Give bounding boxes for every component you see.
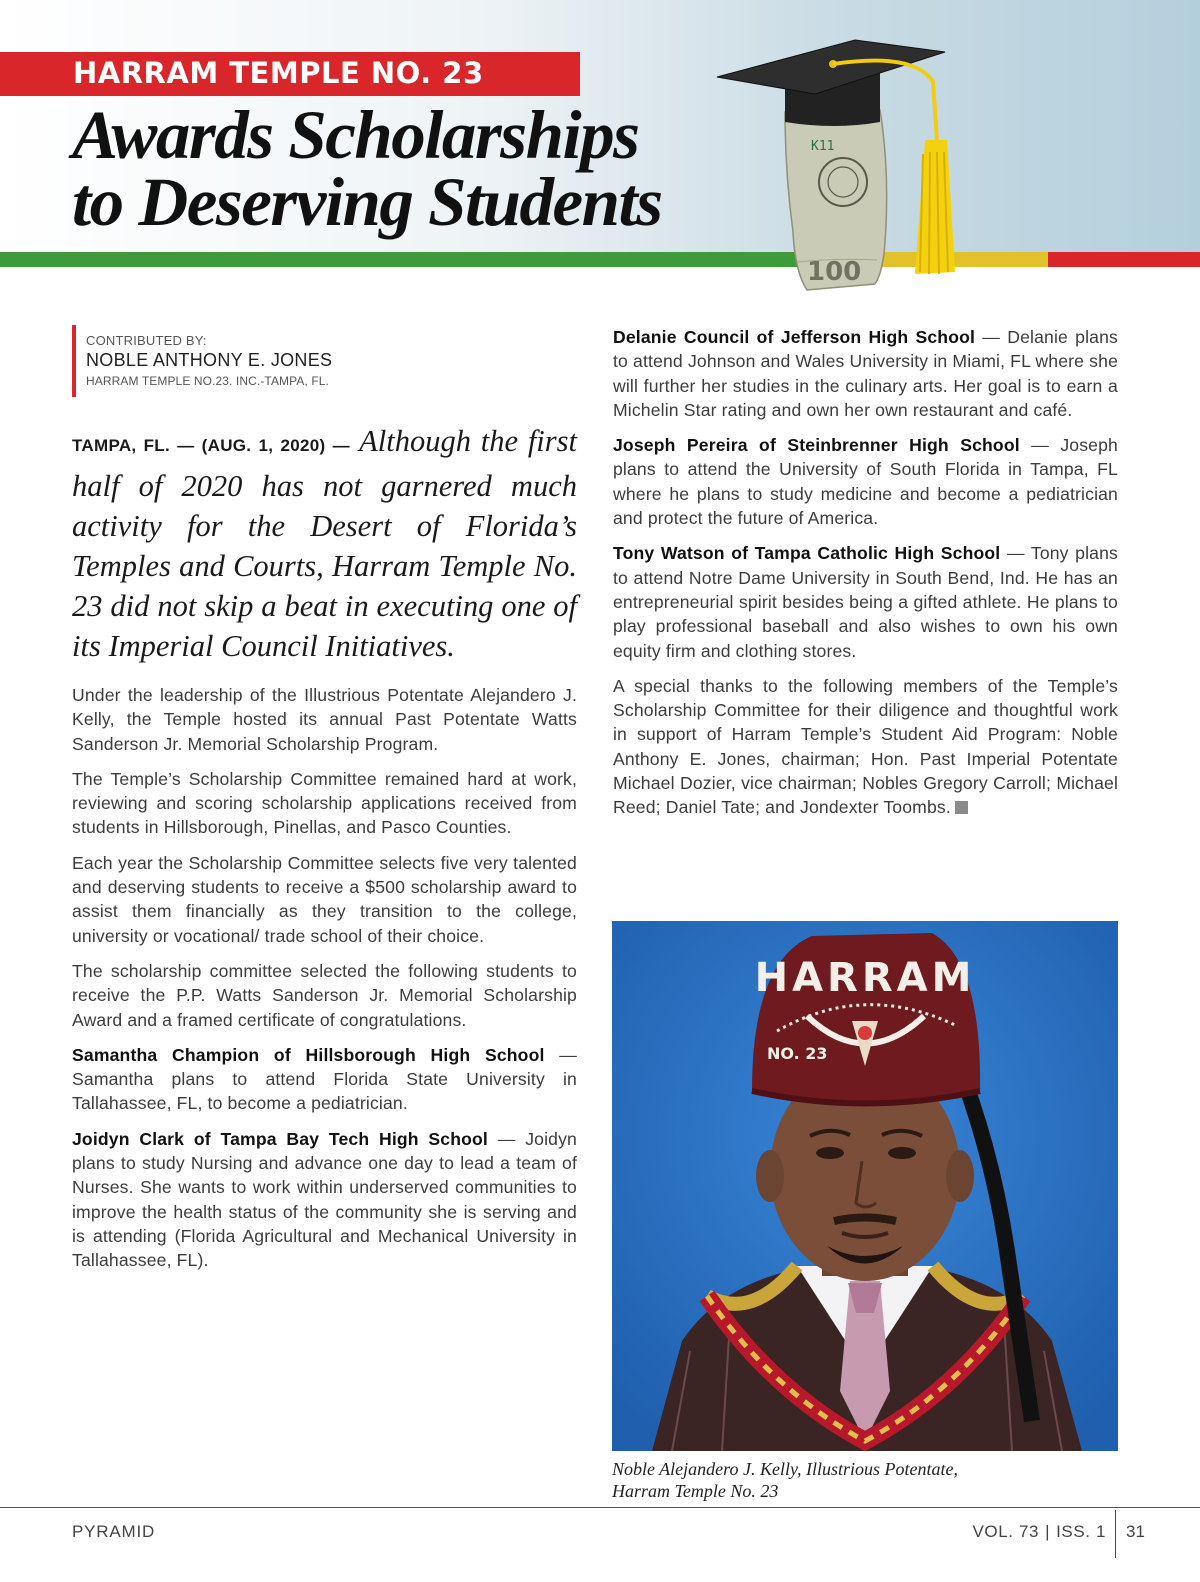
student-description: — Delanie plans to attend Johnson and Wales University in Miami, FL where she will further her studies in the culinary arts. Her goal is to earn a Michelin Star rating and own her own restaurant and café. — [613, 327, 1118, 420]
end-of-article-mark — [955, 801, 968, 814]
left-column — [72, 683, 577, 1284]
caption-line-1: Noble Alejandero J. Kelly, Illustrious Potentate, — [612, 1459, 958, 1479]
byline-label: CONTRIBUTED BY: — [86, 333, 207, 348]
byline — [72, 325, 492, 397]
student-description: — Tony plans to attend Notre Dame University in South Bend, Ind. He has an entrepreneurial spirit besides being a gifted athlete. He plans to play professional baseball and also wishes to own his own equity firm and clothing stores. — [613, 543, 1118, 661]
student-entry — [613, 325, 1118, 422]
right-column — [613, 325, 1118, 831]
student-name: Joidyn Clark of Tampa Bay Tech High School — [72, 1128, 488, 1149]
student-entry — [613, 541, 1118, 662]
bill-serial: K11 — [811, 139, 835, 154]
publication-name: PYRAMID — [72, 1522, 156, 1541]
portrait-illustration — [612, 921, 1118, 1451]
lead-paragraph — [72, 421, 577, 666]
graduation-cap-illustration — [715, 22, 960, 302]
page-divider — [1115, 1510, 1116, 1558]
student-name: Tony Watson of Tampa Catholic High School — [613, 543, 1001, 564]
potentate-photo — [612, 921, 1118, 1451]
student-name: Delanie Council of Jefferson High School — [613, 327, 976, 347]
headline — [72, 97, 752, 240]
caption-line-2: Harram Temple No. 23 — [612, 1481, 779, 1501]
headline-line-2: to Deserving Students — [72, 164, 662, 240]
bill-value: 100 — [807, 257, 862, 287]
student-description: — Joseph plans to attend the University of South Florida in Tampa, FL where he plans to study medicine and become a pediatrician and protect the future of America. — [613, 435, 1118, 529]
page-number: 31 — [1126, 1522, 1145, 1541]
thanks-paragraph — [613, 674, 1118, 820]
student-name: Joseph Pereira of Steinbrenner High School — [613, 435, 1020, 456]
body-paragraph: Each year the Scholarship Committee selects five very talented and deserving students to receive a $500 scholarship award to assist them financially as they transition to the college, university or vocational/ trade school of their choice. — [72, 852, 577, 946]
student-entry — [72, 1127, 577, 1273]
student-entry — [613, 433, 1118, 530]
student-name: Samantha Champion of Hillsborough High School — [72, 1044, 545, 1065]
kicker-title: HARRAM TEMPLE NO. 23 — [73, 56, 484, 90]
dateline: TAMPA, FL. — (AUG. 1, 2020) — — [72, 436, 350, 455]
issue-separator: | — [1045, 1522, 1051, 1541]
byline-name: NOBLE ANTHONY E. JONES — [86, 350, 333, 370]
volume: VOL. 73 — [972, 1522, 1040, 1541]
lead-text: Although the first half of 2020 has not garnered much activity for the Desert of Florida’s Temples and Courts, Harram Temple No. 23 did not skip a beat in executing one of its Imperial Council Initiatives. — [72, 424, 577, 663]
body-paragraph: The scholarship committee selected the following students to receive the P.P. Watts Sanderson Jr. Memorial Scholarship Award and a framed certificate of congratulations. — [72, 960, 577, 1030]
student-description: — Joidyn plans to study Nursing and advance one day to lead a team of Nurses. She wants to work within underserved communities to improve the health status of the community she is serving and is attending (Florida Agricultural and Mechanical University in Tallahassee, FL). — [72, 1128, 577, 1271]
fez-number: NO. 23 — [767, 1044, 828, 1063]
body-paragraph: Under the leadership of the Illustrious Potentate Alejandero J. Kelly, the Temple hosted its annual Past Potentate Watts Sanderson Jr. Memorial Scholarship Program. — [72, 685, 577, 754]
fez-lettering: HARRAM — [754, 955, 976, 1001]
issue-info — [972, 1522, 1106, 1542]
footer-rule — [0, 1507, 1200, 1508]
stripe-red — [1048, 252, 1200, 267]
photo-caption — [612, 1458, 1118, 1502]
headline-line-1: Awards Scholarships — [72, 97, 639, 173]
byline-org: HARRAM TEMPLE NO.23. INC.-TAMPA, FL. — [86, 374, 329, 388]
student-entry — [72, 1043, 577, 1116]
issue: ISS. 1 — [1056, 1522, 1106, 1541]
thanks-text: A special thanks to the following members of the Temple’s Scholarship Committee for their diligence and thoughtful work in support of Harram Temple’s Student Aid Program: Noble Anthony E. Jones, chairman; Hon. Past Imperial Potentate Michael Dozier, vice chairman; Nobles Gregory Carroll; Michael Reed; Daniel Tate; and Jondexter Toombs. — [613, 675, 1118, 818]
student-description: — Samantha plans to attend Florida State University in Tallahassee, FL, to become a pediatrician. — [72, 1044, 577, 1114]
body-paragraph: The Temple’s Scholarship Committee remained hard at work, reviewing and scoring scholarship applications received from students in Hillsborough, Pinellas, and Pasco Counties. — [72, 768, 577, 838]
